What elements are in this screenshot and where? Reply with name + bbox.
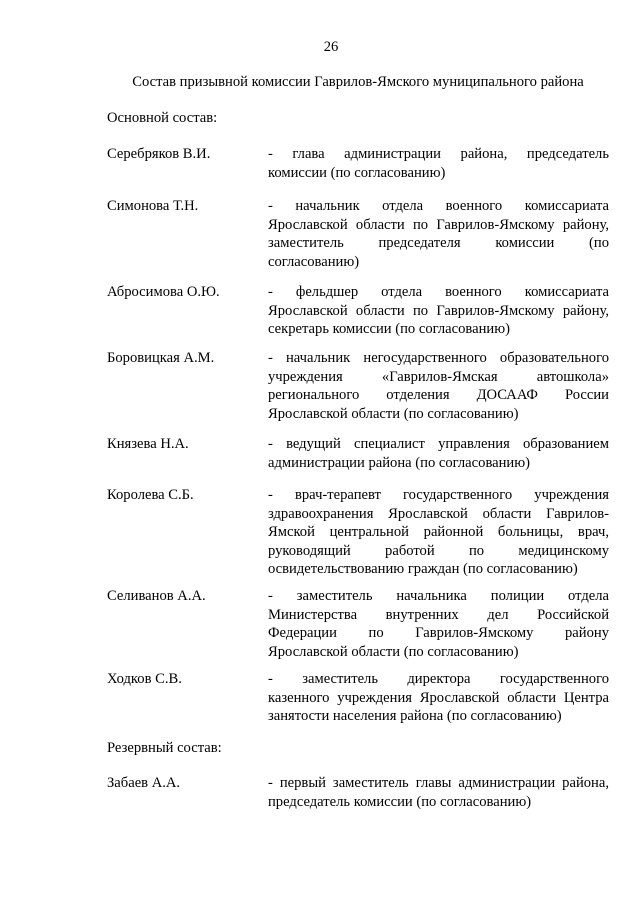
document-title: Состав призывной комиссии Гаврилов-Ямского муниципального района — [132, 74, 584, 90]
member-name: Ходков С.В. — [107, 671, 182, 687]
main-composition-heading: Основной состав: — [107, 110, 218, 126]
member-role-line: Ярославской области (по согласованию) — [268, 643, 519, 660]
member-role-line: - фельдшер отдела военного комиссариата — [268, 284, 609, 300]
member-name: Князева Н.А. — [107, 436, 189, 452]
member-role-line: - первый заместитель главы администрации района, — [268, 775, 609, 791]
member-role-line: Ярославской области по Гаврилов-Ямскому району, — [268, 302, 609, 319]
member-role-line: - глава администрации района, председатель — [268, 146, 609, 162]
member-role-line: руководящий работой по медицинскому — [268, 542, 609, 559]
member-role-line: комиссии (по согласованию) — [268, 164, 446, 181]
member-role-line: освидетельствованию граждан (по согласованию) — [268, 561, 578, 577]
member-role-line: председатель комиссии (по согласованию) — [268, 793, 532, 810]
member-role-line: администрации района (по согласованию) — [268, 454, 530, 471]
member-role-line: учреждения «Гаврилов-Ямская автошкола» — [268, 368, 609, 385]
member-role — [268, 774, 609, 811]
member-role-line: - заместитель директора государственного — [268, 671, 609, 687]
member-role — [268, 283, 609, 339]
member-name: Забаев А.А. — [107, 775, 181, 791]
member-role-line: Федерации по Гаврилов-Ямскому району — [268, 625, 609, 641]
member-role-line: - начальник отдела военного комиссариата — [268, 198, 609, 214]
member-role — [268, 587, 609, 661]
member-role-line: - заместитель начальника полиции отдела — [268, 588, 609, 604]
member-name: Серебряков В.И. — [107, 146, 211, 162]
member-role-line: - начальник негосударственного образовательного — [268, 350, 609, 366]
member-role-line: Ямской центральной районной больницы, врач, — [268, 524, 609, 540]
member-role-line: здравоохранения Ярославской области Гаврилов- — [268, 505, 609, 522]
member-name: Абросимова О.Ю. — [107, 284, 220, 300]
member-role-line: Ярославской области по Гаврилов-Ямскому району, — [268, 216, 609, 233]
member-role — [268, 197, 609, 271]
member-name: Симонова Т.Н. — [107, 198, 199, 214]
member-role-line: казенного учреждения Ярославской области Центра — [268, 689, 609, 706]
member-role-line: Министерства внутренних дел Российской — [268, 606, 609, 623]
member-role-line: заместитель председателя комиссии (по — [268, 235, 609, 251]
member-role-line: секретарь комиссии (по согласованию) — [268, 321, 510, 337]
page-number: 26 — [323, 39, 339, 55]
member-role-line: - врач-терапевт государственного учреждения — [268, 487, 609, 503]
member-role — [268, 486, 609, 579]
member-role-line: регионального отделения ДОСААФ России — [268, 387, 609, 403]
member-role — [268, 670, 609, 726]
member-name: Боровицкая А.М. — [107, 350, 215, 366]
member-role-line: - ведущий специалист управления образованием — [268, 436, 609, 452]
member-role-line: согласованию) — [268, 253, 360, 270]
member-role — [268, 435, 609, 472]
member-role-line: занятости населения района (по согласованию) — [268, 708, 562, 724]
reserve-composition-heading: Резервный состав: — [107, 740, 222, 756]
member-name: Королева С.Б. — [107, 487, 194, 503]
member-role-line: Ярославской области (по согласованию) — [268, 405, 519, 422]
member-role — [268, 349, 609, 423]
member-role — [268, 145, 609, 182]
member-name: Селиванов А.А. — [107, 588, 206, 604]
